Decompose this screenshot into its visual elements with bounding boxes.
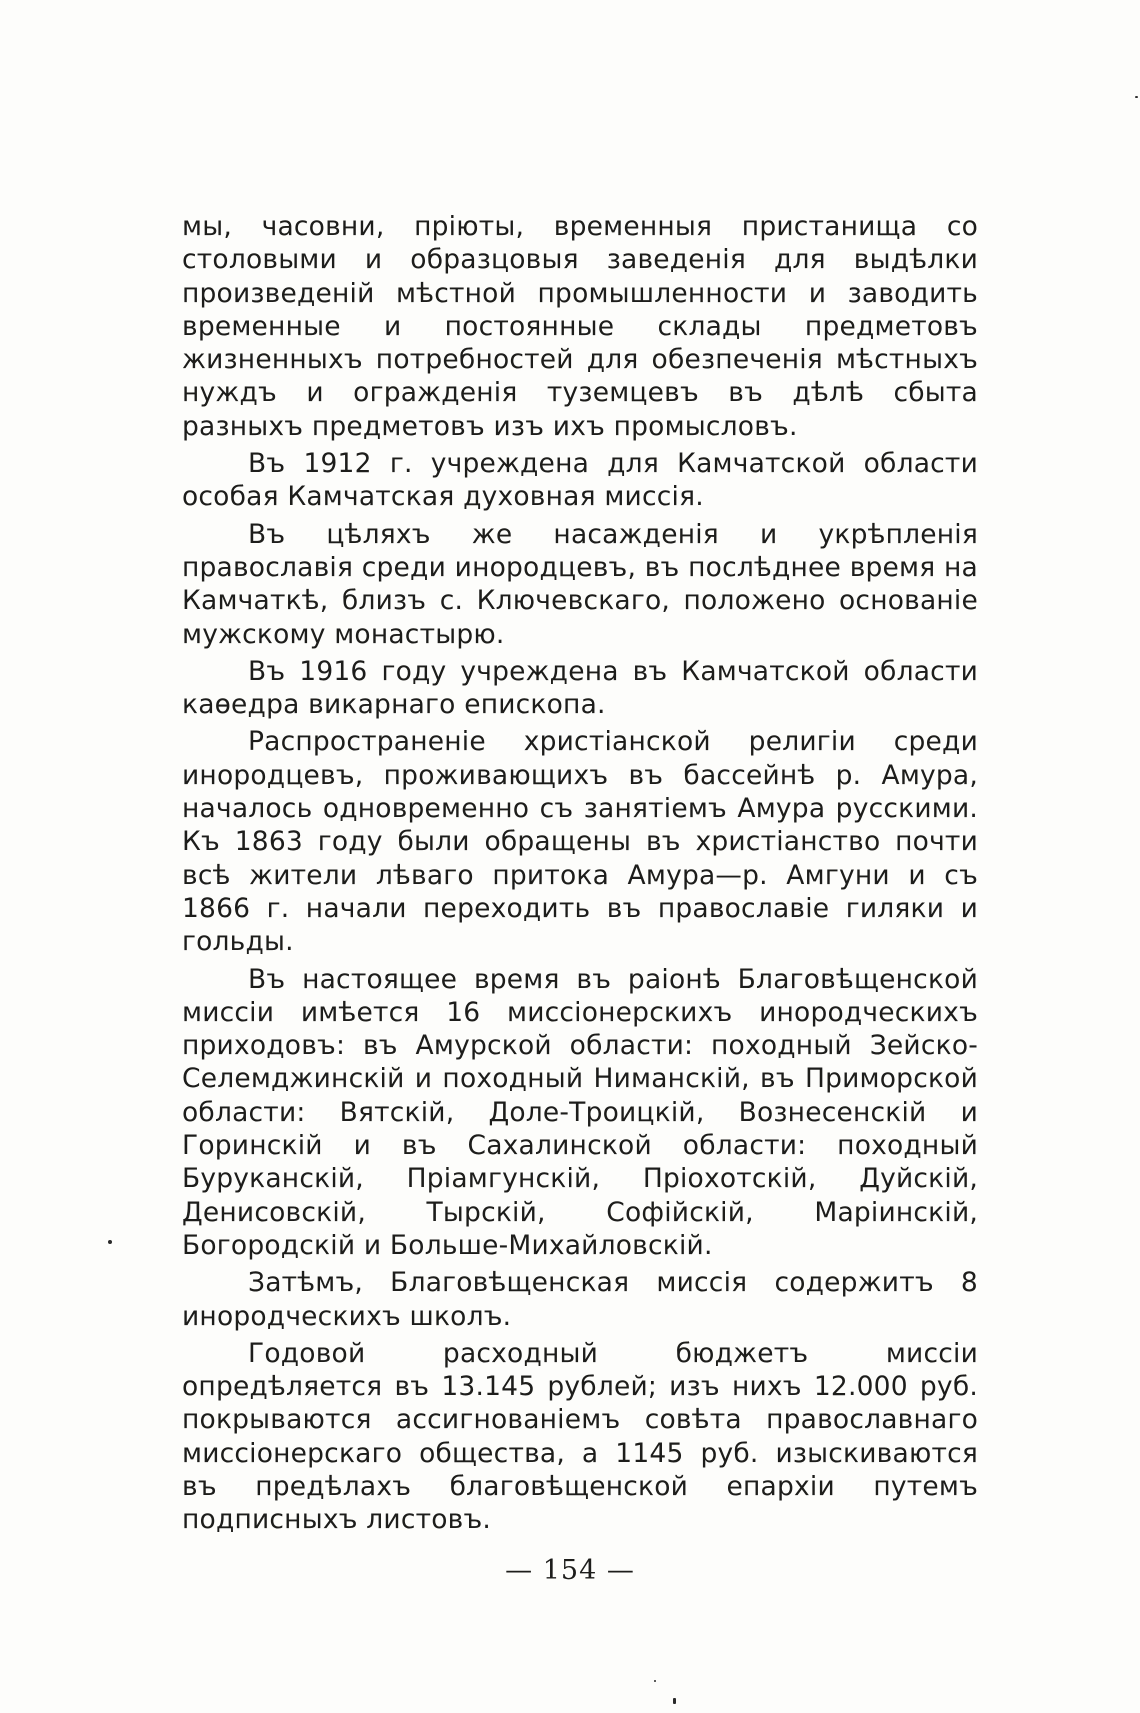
paragraph-amur-christianity: Распространеніе христіанской религіи среди инородцевъ, проживающихъ въ бассейнѣ р. Амура, началось одновременно съ занятіемъ Амура русскими. Къ 1863 году были обращены въ христіанство почти всѣ жители лѣваго притока Амура—р. Амгуни и съ 1866 г. начали переходить въ православіе гиляки и гольды. [182,726,978,958]
body-text [182,210,978,1541]
page-number: — 154 — [505,1555,635,1586]
paragraph-budget: Годовой расходный бюджетъ миссіи опредѣляется въ 13.145 рублей; изъ нихъ 12.000 руб. покрываются ассигнованіемъ совѣта православнаго миссіонерскаго общества, а 1145 руб. изыскиваются въ предѣлахъ благовѣщенской епархіи путемъ подписныхъ листовъ. [182,1337,978,1536]
print-speck [108,1240,112,1244]
paragraph-kamchatka-mission: Въ 1912 г. учреждена для Камчатской области особая Камчатская духовная миссія. [182,448,978,513]
print-speck [673,1698,676,1704]
paragraph-schools: Затѣмъ, Благовѣщенская миссія содержитъ 8 инородческихъ школъ. [182,1267,978,1332]
paragraph-blagoveshchensk-parishes: Въ настоящее время въ раіонѣ Благовѣщенской миссіи имѣется 16 миссіонерскихъ инородческихъ приходовъ: въ Амурской области: походный Зейско-Селемджинскій и походный Ниманскій, въ Приморской области: Вятскій, Доле-Троицкій, Вознесенскій и Горинскій и въ Сахалинской области: походный Буруканскій, Пріамгунскій, Пріохотскій, Дуйскій, Денисовскій, Тырскій, Софійскій, Маріинскій, Богородскій и Больше-Михайловскій. [182,963,978,1261]
paragraph-monastery: Въ цѣляхъ же насажденія и укрѣпленія православія среди инородцевъ, въ послѣднее время на Камчаткѣ, близъ с. Ключевскаго, положено основаніе мужскому монастырю. [182,518,978,650]
print-speck [1135,96,1138,98]
paragraph-continuation: мы, часовни, пріюты, временныя пристанища со столовыми и образцовыя заведенія для выдѣлки произведеній мѣстной промышленности и заводить временные и постоянные склады предметовъ жизненныхъ потребностей для обезпеченія мѣстныхъ нуждъ и огражденія туземцевъ въ дѣлѣ сбыта разныхъ предметовъ изъ ихъ промысловъ. [182,211,978,442]
print-speck [654,1680,656,1682]
paragraph-vicar-bishop: Въ 1916 году учреждена въ Камчатской области каѳедра викарнаго епископа. [182,655,978,721]
